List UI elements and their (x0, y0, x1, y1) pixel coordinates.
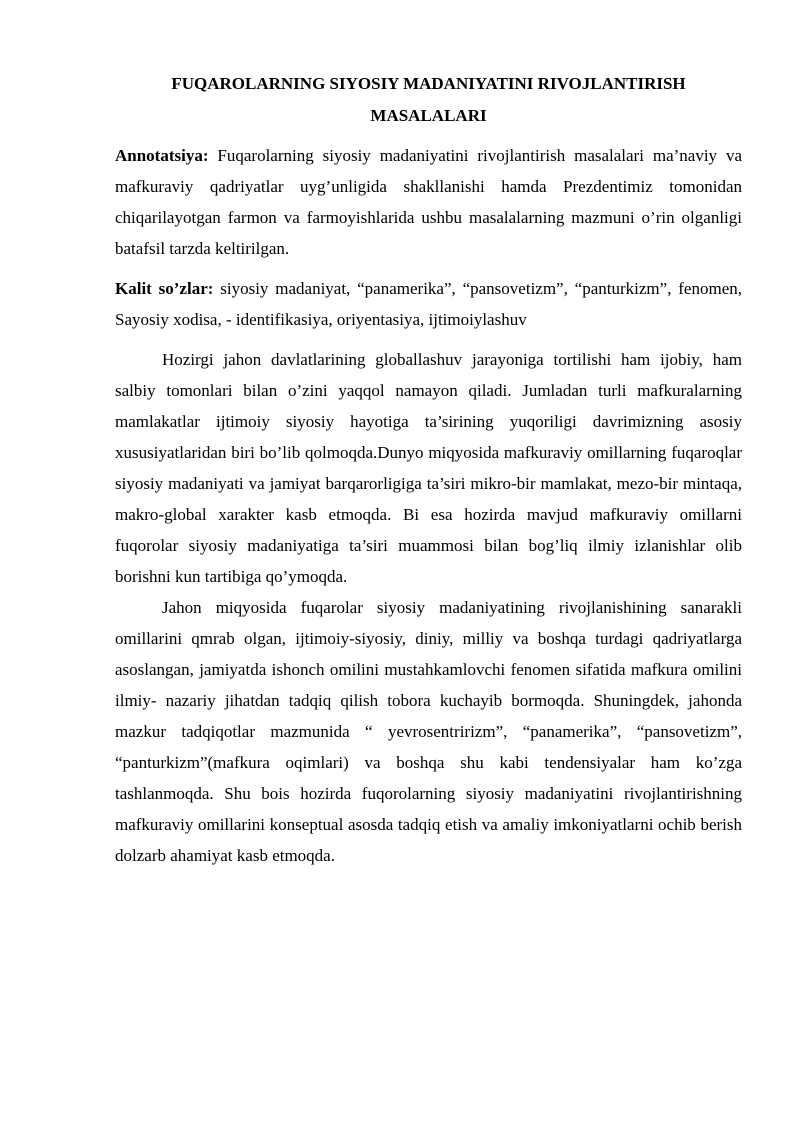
body-paragraph-1: Hozirgi jahon davlatlarining globallashuv jarayoniga tortilishi ham ijobiy, ham salbiy tomonlari bilan o’zini yaqqol namayon qiladi. Jumladan turli mafkuralarning mamlakatlar ijtimoiy siyosiy hayotiga ta’sirining yuqoriligi davrimizning asosiy xususiyatlaridan biri bo’lib qolmoqda.Dunyo miqyosida mafkuraviy omillarning fuqaroqlar siyosiy madaniyati va jamiyat barqarorligiga ta’siri mikro-bir mamlakat, mezo-bir mintaqa, makro-global xarakter kasb etmoqda. Bi esa hozirda mavjud mafkuraviy omillarni fuqorolar siyosiy madaniyatiga ta’siri muammosi bilan bog’liq ilmiy izlanishlar olib borishni kun tartibiga qo’ymoqda. (115, 350, 742, 586)
keywords-paragraph (115, 273, 742, 335)
keywords-text: siyosiy madaniyat, “panamerika”, “pansovetizm”, “panturkizm”, fenomen, Sayosiy xodisa, - identifikasiya, oriyentasiya, ijtimoiylashuv (115, 279, 742, 329)
annotation-label: Annotatsiya: (115, 146, 209, 165)
annotation-paragraph (115, 140, 742, 264)
annotation-text: Fuqarolarning siyosiy madaniyatini rivojlantirish masalalari ma’naviy va mafkuraviy qadriyatlar uyg’unligida shakllanishi hamda Prezdentimiz tomonidan chiqarilayotgan farmon va farmoyishlarida ushbu masalalarning mazmuni o’rin olganligi batafsil tarzda keltirilgan. (115, 146, 742, 258)
document-page (115, 68, 742, 871)
keywords-label: Kalit so’zlar: (115, 279, 214, 298)
document-title: FUQAROLARNING SIYOSIY MADANIYATINI RIVOJLANTIRISH MASALALARI (171, 74, 686, 125)
body-paragraph-2: Jahon miqyosida fuqarolar siyosiy madaniyatining rivojlanishining sanarakli omillarini qmrab olgan, ijtimoiy-siyosiy, diniy, milliy va boshqa turdagi qadriyatlarga asoslangan, jamiyatda ishonch omilini mustahkamlovchi fenomen sifatida mafkura omilini ilmiy- nazariy jihatdan tadqiq qilish tobora kuchayib bormoqda. Shuningdek, jahonda mazkur tadqiqotlar mazmunida “ yevrosentririzm”, “panamerika”, “pansovetizm”, “panturkizm”(mafkura oqimlari) va boshqa shu kabi tendensiyalar ham ko’zga tashlanmoqda. Shu bois hozirda fuqorolarning siyosiy madaniyatini rivojlantirishning mafkuraviy omillarini konseptual asosda tadqiq etish va amaliy imkoniyatlarni ochib berish dolzarb ahamiyat kasb etmoqda. (115, 598, 742, 865)
